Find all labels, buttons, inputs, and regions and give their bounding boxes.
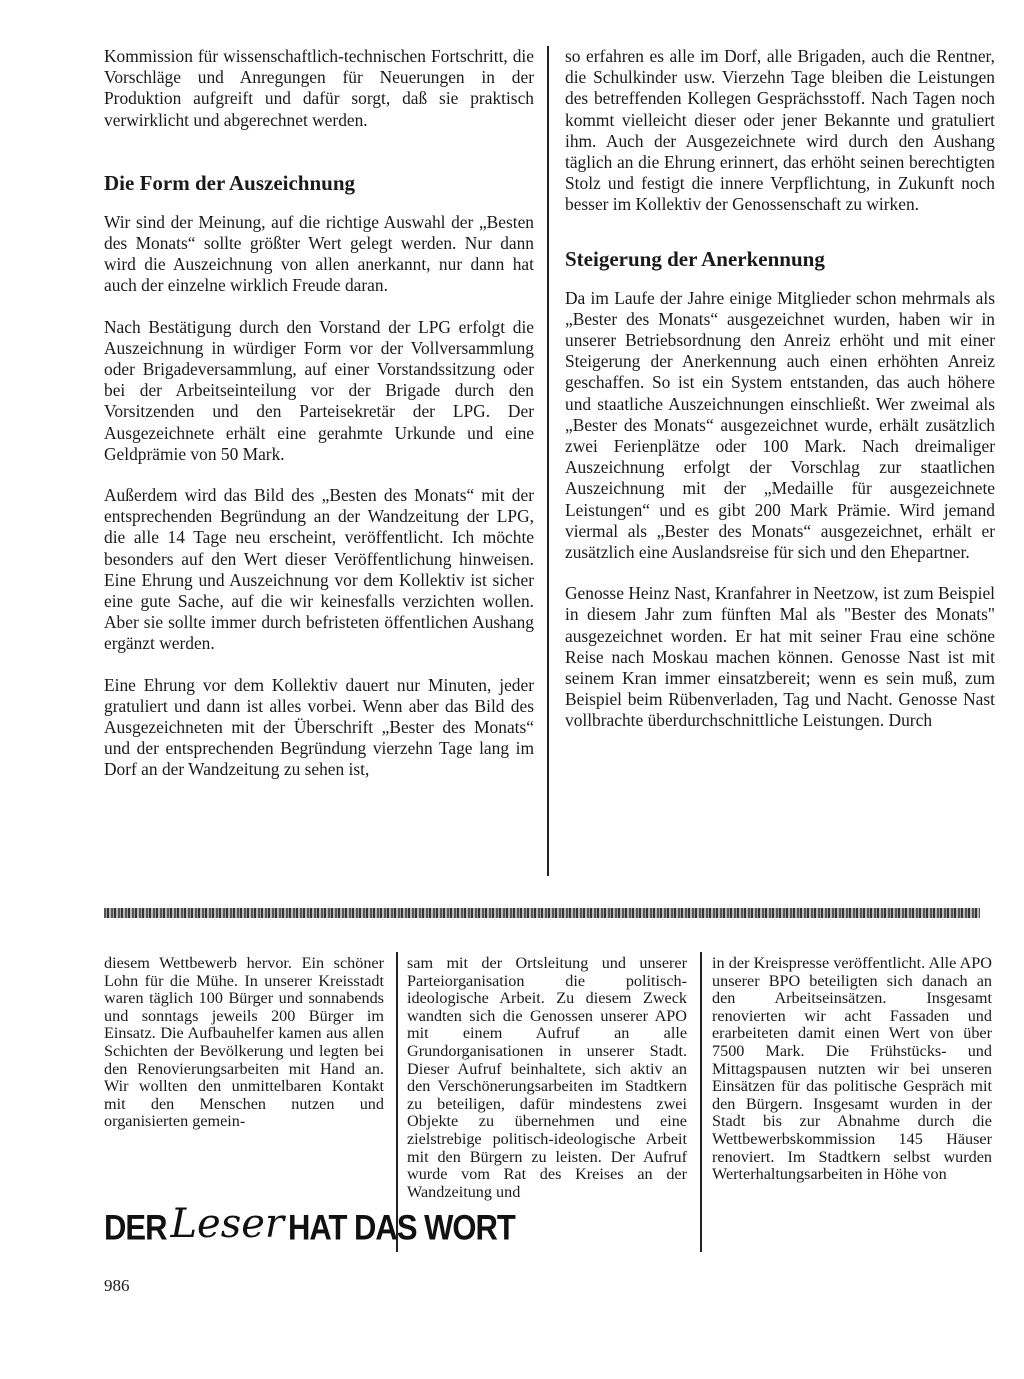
left-paragraph-4: Eine Ehrung vor dem Kollektiv dauert nur Minuten, jeder gratuliert und dann ist alles vorbei. Wenn aber das Bild des Ausgezeichneten mit der Überschrift „Bester des Monats“ und der entsprechenden Begründung vierzehn Tage lang im Dorf an der Wandzeitung zu sehen ist,: [104, 674, 534, 780]
left-intro: Kommission für wissenschaftlich-technischen Fortschritt, die Vorschläge und Anregungen für Neuerungen in der Produktion aufgreift und dafür sorgt, daß sie praktisch verwirklicht und abgerechnet werden.: [104, 46, 534, 130]
left-paragraph-2: Nach Bestätigung durch den Vorstand der LPG erfolgt die Auszeichnung in würdiger Form vor der Vollversammlung oder Brigadeversammlung, auf einer Vorstandssitzung oder bei der Arbeitseinteilung vor der Brigade durch den Vorsitzenden und den Parteisekretär der LPG. Der Ausgezeichnete erhält eine gerahmte Urkunde und eine Geldprämie von 50 Mark.: [104, 316, 534, 464]
right-paragraph-3: Genosse Heinz Nast, Kranfahrer in Neetzow, ist zum Beispiel in diesem Jahr zum fünften Mal als "Bester des Monats" ausgezeichnet worden. Er hat mit seiner Frau eine schöne Reise nach Moskau machen können. Genosse Nast ist mit seinem Kran immer einsatzbereit; wenn es sein muß, zum Beispiel beim Rübenverladen, Tag und Nacht. Genosse Nast vollbrachte überdurchschnittliche Leistungen. Durch: [565, 583, 995, 731]
der-leser-hat-das-wort-logo: [104, 1201, 515, 1251]
section-separator: [104, 908, 980, 918]
left-paragraph-3: Außerdem wird das Bild des „Besten des Monats“ mit der entsprechenden Begründung an der Wandzeitung der LPG, die alle 14 Tage neu erscheint, veröffentlicht. Ich möchte besonders auf den Wert dieser Veröffentlichung hinweisen. Eine Ehrung und Auszeichnung vor dem Kollektiv ist sicher eine gute Sache, auf die wir keinesfalls verzichten wollen. Aber sie sollte immer durch befristeten öffentlichen Aushang ergänzt werden.: [104, 485, 534, 654]
right-column: [565, 46, 995, 732]
left-paragraph-1: Wir sind der Meinung, auf die richtige Auswahl der „Besten des Monats“ sollte größter Wert gelegt werden. Nur dann wird die Auszeichnung von allen anerkannt, nur dann hat auch der einzelne wirklich Freude daran.: [104, 211, 534, 296]
right-paragraph-1: so erfahren es alle im Dorf, alle Brigaden, auch die Rentner, die Schulkinder usw. Vierzehn Tage bleiben die Leistungen des betreffenden Kollegen Gesprächsstoff. Nach Tagen noch kommt vielleicht dieser oder jener Bekannte und gratuliert ihm. Auch der Ausgezeichnete wird durch den Aushang täglich an die Ehrung erinnert, das erhöht seinen berechtigten Stolz und festigt die innere Verpflichtung, in Zukunft noch besser im Kollektiv der Genossenschaft zu wirken.: [565, 46, 995, 215]
lower-column-2: [407, 955, 687, 1201]
page-number: 986: [104, 1276, 130, 1295]
lower-column-2-text: sam mit der Ortsleitung und unserer Parteiorganisation die politisch-ideologische Arbeit. Zu diesem Zweck wandten sich die Genossen unserer APO mit einem Aufruf an alle Grundorganisationen in unserer Stadt. Dieser Aufruf beinhaltete, sich aktiv an den Verschönerungsarbeiten im Stadtkern zu beteiligen, dafür mindestens zwei Objekte zu übernehmen und eine zielstrebige politisch-ideologische Arbeit mit den Bürgern zu leisten. Der Aufruf wurde vom Rat des Kreises an der Wandzeitung und: [407, 954, 687, 1201]
lower-column-3-text: in der Kreispresse veröffentlicht. Alle APO unserer BPO beteiligten sich danach an den Arbeitseinsätzen. Insgesamt renovierten wir acht Fassaden und erarbeiteten damit einen Wert von über 7500 Mark. Die Frühstücks- und Mittagspausen nutzten wir bei unseren Einsätzen für das politische Gespräch mit den Bürgern. Insgesamt wurden in der Stadt bis zur Abnahme durch die Wettbewerbskommission 145 Häuser renoviert. Im Stadtkern selbst wurden Werterhaltungsarbeiten in Höhe von: [712, 954, 992, 1184]
lower-column-1: [104, 955, 384, 1131]
lower-column-1-text: diesem Wettbewerb hervor. Ein schöner Lohn für die Mühe. In unserer Kreisstadt waren täglich 100 Bürger und sonnabends und sonntags jeweils 200 Bürger im Einsatz. Die Aufbauhelfer kamen aus allen Schichten der Bevölkerung und legten bei den Renovierungsarbeiten mit Hand an. Wir wollten den unmittelbaren Kontakt mit den Menschen nutzen und organisierten gemein-: [104, 954, 384, 1131]
lower-divider-2: [700, 952, 702, 1252]
logo-der: DER: [104, 1207, 167, 1248]
right-paragraph-2: Da im Laufe der Jahre einige Mitglieder schon mehrmals als „Bester des Monats“ ausgezeichnet wurden, haben wir in unserer Betriebsordnung den Anreiz erhöht und mit einer Steigerung der Anerkennung auch einen erhöhten Anreiz geschaffen. So ist ein System entstanden, das auch höhere und staatliche Auszeichnungen einschließt. Wer zweimal als „Bester des Monats“ ausgezeichnet wurde, erhält zusätzlich zwei Ferienplätze oder 100 Mark. Nach dreimaliger Auszeichnung erfolgt der Vorschlag zur staatlichen Auszeichnung mit der „Medaille für ausgezeichnete Leistungen“ und es gibt 200 Mark Prämie. Wird jemand viermal als „Bester des Monats“ ausgezeichnet, erhält er zusätzlich eine Auslandsreise für sich und den Ehepartner.: [565, 287, 995, 563]
heading-steigerung-der-anerkennung: Steigerung der Anerkennung: [565, 246, 825, 271]
left-column: [104, 46, 534, 781]
column-divider: [547, 46, 549, 876]
lower-column-3: [712, 955, 992, 1184]
logo-leser: Leser: [170, 1201, 285, 1247]
heading-form-der-auszeichnung: Die Form der Auszeichnung: [104, 170, 356, 195]
logo-hat-das-wort: HAT DAS WORT: [288, 1207, 515, 1248]
